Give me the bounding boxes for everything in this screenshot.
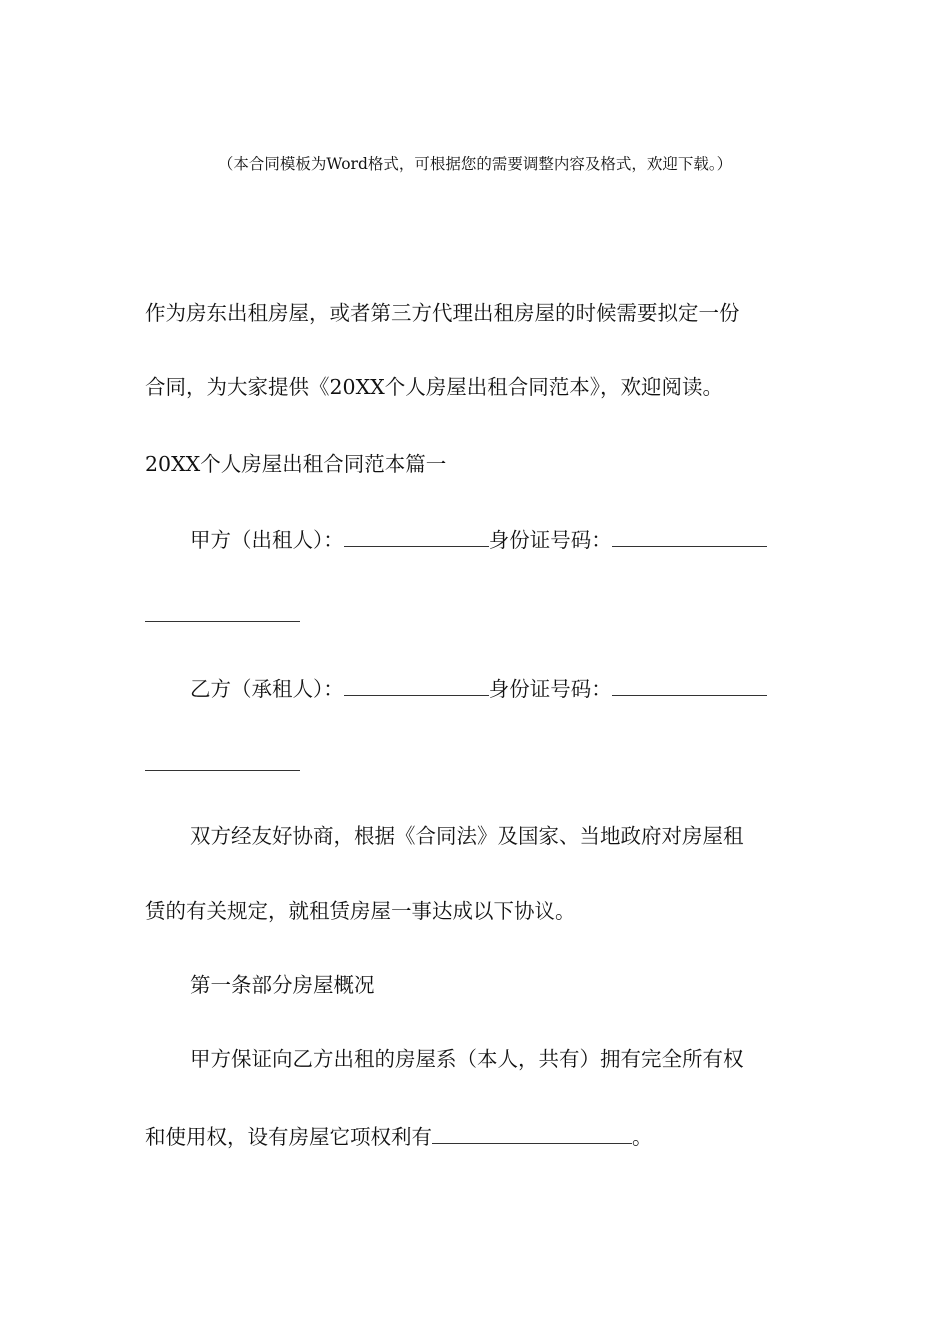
agreement-paragraph-line-2: 赁的有关规定，就租赁房屋一事达成以下协议。	[145, 899, 576, 923]
intro-paragraph-line-1: 作为房东出租房屋，或者第三方代理出租房屋的时候需要拟定一份	[145, 301, 740, 325]
party-a-line	[190, 524, 767, 554]
article-1-line-2-text: 和使用权，设有房屋它项权利有	[145, 1125, 432, 1149]
party-b-id-blank-continued[interactable]	[145, 770, 300, 771]
other-rights-blank[interactable]	[432, 1121, 632, 1144]
party-b-name-blank[interactable]	[344, 673, 489, 696]
article-1-title: 第一条部分房屋概况	[190, 973, 375, 997]
party-a-name-blank[interactable]	[344, 524, 489, 547]
party-b-line	[190, 673, 767, 703]
party-b-id-blank[interactable]	[612, 673, 767, 696]
section-title: 20XX个人房屋出租合同范本篇一	[145, 452, 447, 476]
article-1-line-2-end: 。	[632, 1125, 653, 1149]
article-1-line-1: 甲方保证向乙方出租的房屋系（本人，共有）拥有完全所有权	[190, 1047, 744, 1071]
template-note: （本合同模板为Word格式，可根据您的需要调整内容及格式，欢迎下载。）	[217, 155, 733, 173]
party-a-id-blank[interactable]	[612, 524, 767, 547]
party-a-id-label: 身份证号码：	[488, 528, 612, 552]
party-b-label: 乙方（承租人）：	[190, 677, 344, 701]
party-a-id-blank-continued[interactable]	[145, 621, 300, 622]
article-1-line-2	[145, 1121, 653, 1151]
intro-paragraph-line-2: 合同，为大家提供《20XX个人房屋出租合同范本》，欢迎阅读。	[145, 375, 724, 399]
party-a-label: 甲方（出租人）：	[190, 528, 344, 552]
agreement-paragraph-line-1: 双方经友好协商，根据《合同法》及国家、当地政府对房屋租	[190, 824, 744, 848]
party-b-id-label: 身份证号码：	[488, 677, 612, 701]
